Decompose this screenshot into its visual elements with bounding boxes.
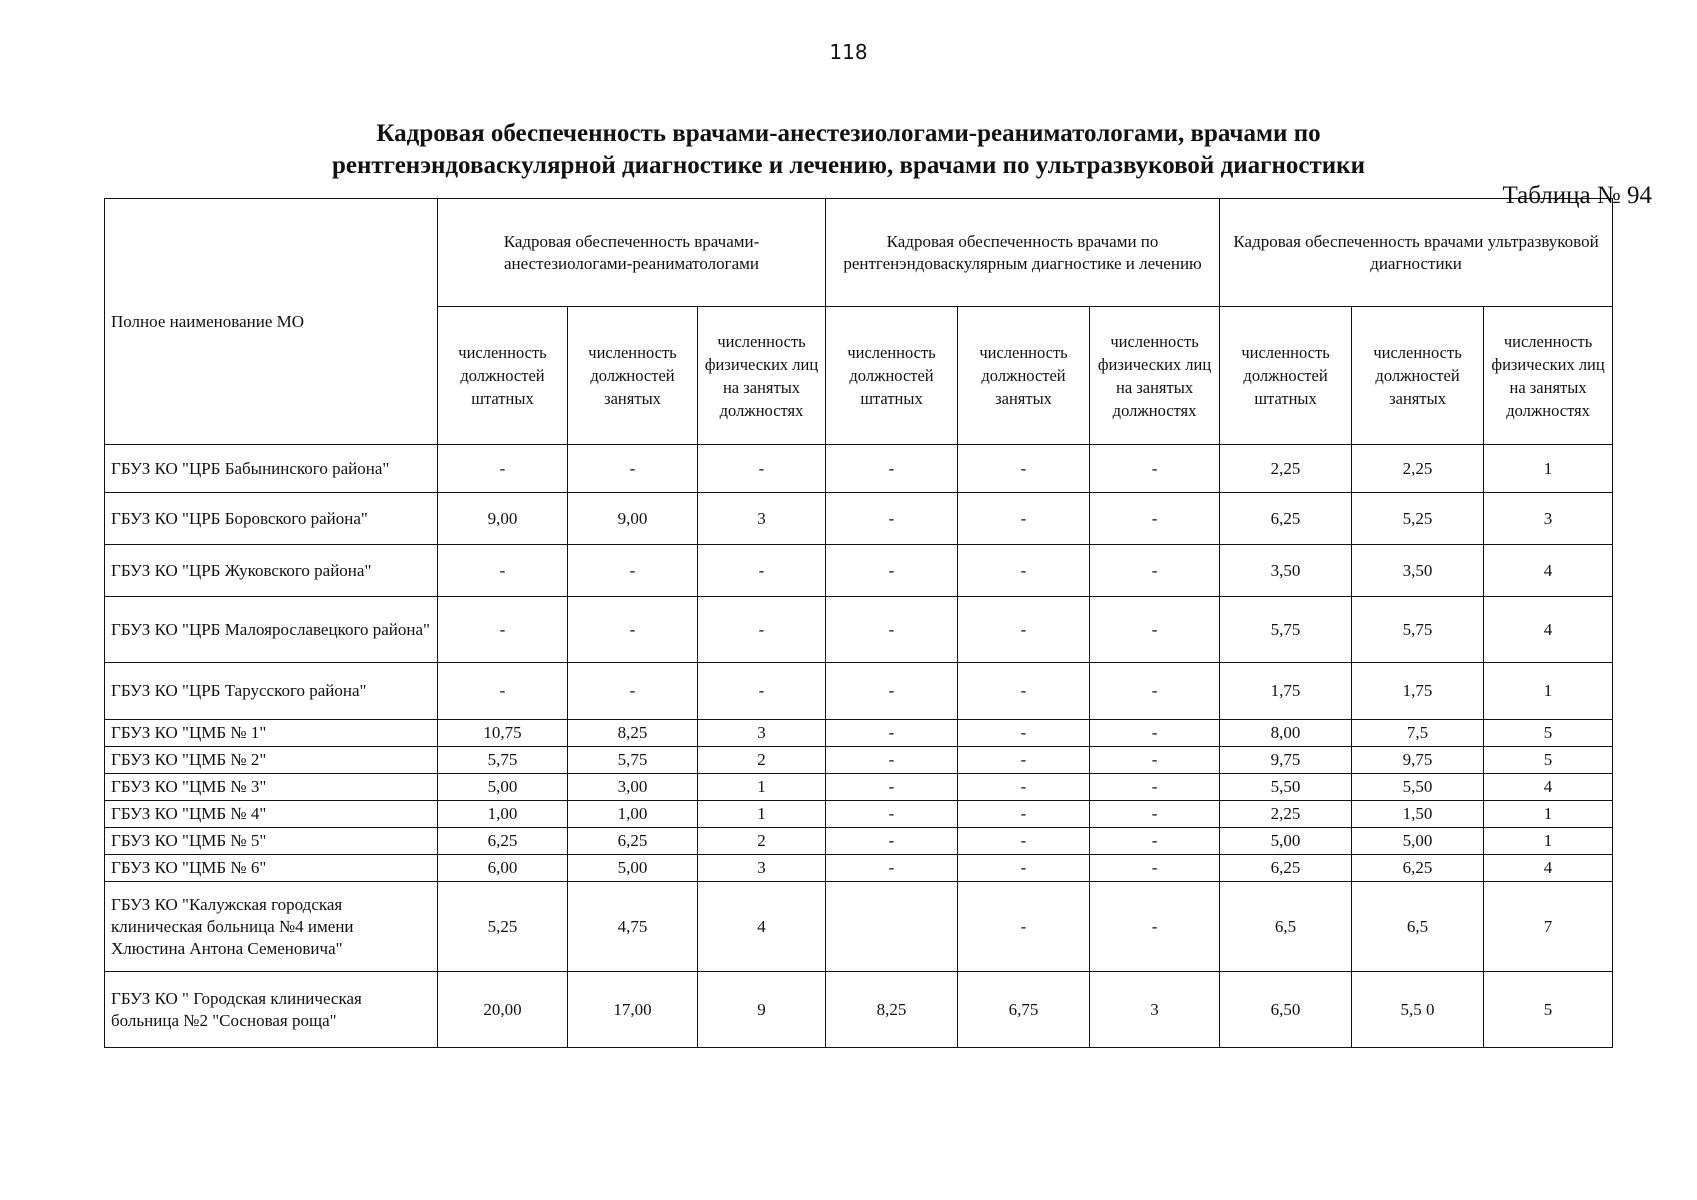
value-cell: 6,25 <box>1220 493 1352 545</box>
value-cell: - <box>826 855 958 882</box>
page-number: 118 <box>829 40 868 64</box>
value-cell: - <box>568 597 698 663</box>
value-cell: 8,00 <box>1220 720 1352 747</box>
value-cell: - <box>1090 597 1220 663</box>
value-cell: - <box>1090 801 1220 828</box>
table-row <box>105 493 1613 545</box>
value-cell: 8,25 <box>826 972 958 1048</box>
value-cell: 9,75 <box>1220 747 1352 774</box>
value-cell: - <box>958 545 1090 597</box>
value-cell: - <box>958 445 1090 493</box>
mo-name-cell: ГБУЗ КО "ЦРБ Тарусского района" <box>105 663 438 720</box>
mo-name-cell: ГБУЗ КО "ЦМБ № 5" <box>105 828 438 855</box>
subheader-cell: численность физических лиц на занятых должностях <box>1090 307 1220 445</box>
value-cell: 5 <box>1484 972 1613 1048</box>
value-cell: 4 <box>1484 774 1613 801</box>
value-cell: 3,50 <box>1352 545 1484 597</box>
value-cell: 9,00 <box>438 493 568 545</box>
value-cell: - <box>958 663 1090 720</box>
value-cell: 5,00 <box>568 855 698 882</box>
value-cell: 17,00 <box>568 972 698 1048</box>
subheader-cell: численность должностей штатных <box>826 307 958 445</box>
value-cell: - <box>1090 882 1220 972</box>
staffing-table <box>104 198 1613 1048</box>
value-cell: - <box>958 720 1090 747</box>
table-row <box>105 597 1613 663</box>
table-row <box>105 972 1613 1048</box>
value-cell: - <box>826 774 958 801</box>
value-cell: 1 <box>698 801 826 828</box>
value-cell: 5,00 <box>1220 828 1352 855</box>
value-cell <box>826 882 958 972</box>
mo-name-cell: ГБУЗ КО "ЦМБ № 1" <box>105 720 438 747</box>
value-cell: - <box>1090 445 1220 493</box>
value-cell: 3 <box>698 720 826 747</box>
value-cell: 1 <box>1484 445 1613 493</box>
table-row <box>105 445 1613 493</box>
table-row <box>105 663 1613 720</box>
mo-name-cell: ГБУЗ КО "Калужская городская клиническая больница №4 имени Хлюстина Антона Семеновича" <box>105 882 438 972</box>
value-cell: 9,00 <box>568 493 698 545</box>
value-cell: 5,25 <box>438 882 568 972</box>
value-cell: - <box>826 720 958 747</box>
value-cell: 5,25 <box>1352 493 1484 545</box>
header-group-ultrasound: Кадровая обеспеченность врачами ультразвуковой диагностики <box>1220 199 1613 307</box>
value-cell: 1 <box>1484 663 1613 720</box>
value-cell: - <box>1090 663 1220 720</box>
value-cell: 6,25 <box>568 828 698 855</box>
value-cell: - <box>958 801 1090 828</box>
value-cell: 6,50 <box>1220 972 1352 1048</box>
value-cell: - <box>958 597 1090 663</box>
value-cell: 3 <box>698 493 826 545</box>
value-cell: - <box>568 663 698 720</box>
value-cell: 5,5 0 <box>1352 972 1484 1048</box>
value-cell: - <box>958 828 1090 855</box>
value-cell: - <box>698 663 826 720</box>
table-number: Таблица № 94 <box>1502 182 1652 209</box>
value-cell: 4 <box>698 882 826 972</box>
value-cell: 1,00 <box>438 801 568 828</box>
value-cell: - <box>698 545 826 597</box>
value-cell: - <box>438 445 568 493</box>
table-row <box>105 828 1613 855</box>
value-cell: 5 <box>1484 747 1613 774</box>
value-cell: 9 <box>698 972 826 1048</box>
value-cell: - <box>568 445 698 493</box>
value-cell: - <box>826 493 958 545</box>
value-cell: - <box>698 597 826 663</box>
mo-name-cell: ГБУЗ КО "ЦМБ № 3" <box>105 774 438 801</box>
value-cell: 6,25 <box>1220 855 1352 882</box>
mo-name-cell: ГБУЗ КО "ЦРБ Бабынинского района" <box>105 445 438 493</box>
value-cell: - <box>698 445 826 493</box>
header-group-endovascular: Кадровая обеспеченность врачами по рентгенэндоваскулярным диагностике и лечению <box>826 199 1220 307</box>
value-cell: - <box>958 855 1090 882</box>
value-cell: 3 <box>1484 493 1613 545</box>
value-cell: 2 <box>698 828 826 855</box>
value-cell: 2,25 <box>1220 801 1352 828</box>
value-cell: 5 <box>1484 720 1613 747</box>
value-cell: 2,25 <box>1352 445 1484 493</box>
value-cell: 4 <box>1484 545 1613 597</box>
title-line-1: Кадровая обеспеченность врачами-анестезиологами-реаниматологами, врачами по <box>376 120 1321 147</box>
value-cell: 5,75 <box>1352 597 1484 663</box>
header-group-anesthesiology: Кадровая обеспеченность врачами-анестезиологами-реаниматологами <box>438 199 826 307</box>
table-row <box>105 545 1613 597</box>
table-row <box>105 801 1613 828</box>
value-cell: - <box>826 747 958 774</box>
value-cell: - <box>826 445 958 493</box>
value-cell: - <box>826 663 958 720</box>
value-cell: 2,25 <box>1220 445 1352 493</box>
value-cell: - <box>958 882 1090 972</box>
value-cell: 5,75 <box>568 747 698 774</box>
value-cell: - <box>438 597 568 663</box>
value-cell: 9,75 <box>1352 747 1484 774</box>
subheader-cell: численность должностей занятых <box>1352 307 1484 445</box>
header-mo-name: Полное наименование МО <box>105 199 438 445</box>
value-cell: - <box>826 597 958 663</box>
table-body <box>105 445 1613 1048</box>
value-cell: - <box>438 545 568 597</box>
mo-name-cell: ГБУЗ КО "ЦРБ Боровского района" <box>105 493 438 545</box>
value-cell: 5,75 <box>438 747 568 774</box>
value-cell: 6,00 <box>438 855 568 882</box>
value-cell: 1,00 <box>568 801 698 828</box>
table-row <box>105 774 1613 801</box>
value-cell: 7,5 <box>1352 720 1484 747</box>
table-row <box>105 720 1613 747</box>
value-cell: 3 <box>698 855 826 882</box>
value-cell: 6,25 <box>1352 855 1484 882</box>
value-cell: 5,50 <box>1220 774 1352 801</box>
value-cell: - <box>958 747 1090 774</box>
value-cell: - <box>1090 828 1220 855</box>
subheader-cell: численность должностей занятых <box>958 307 1090 445</box>
value-cell: 1 <box>1484 801 1613 828</box>
mo-name-cell: ГБУЗ КО "ЦМБ № 2" <box>105 747 438 774</box>
document-title <box>0 118 1697 182</box>
value-cell: 1,75 <box>1220 663 1352 720</box>
value-cell: 6,5 <box>1220 882 1352 972</box>
value-cell: 4 <box>1484 855 1613 882</box>
value-cell: 8,25 <box>568 720 698 747</box>
value-cell: - <box>1090 493 1220 545</box>
value-cell: 5,00 <box>438 774 568 801</box>
value-cell: 4 <box>1484 597 1613 663</box>
value-cell: 5,00 <box>1352 828 1484 855</box>
subheader-cell: численность должностей штатных <box>438 307 568 445</box>
value-cell: 5,50 <box>1352 774 1484 801</box>
table-header <box>105 199 1613 445</box>
subheader-cell: численность должностей штатных <box>1220 307 1352 445</box>
value-cell: 20,00 <box>438 972 568 1048</box>
value-cell: 6,75 <box>958 972 1090 1048</box>
value-cell: - <box>568 545 698 597</box>
value-cell: - <box>958 493 1090 545</box>
value-cell: - <box>1090 747 1220 774</box>
value-cell: 6,5 <box>1352 882 1484 972</box>
table-row <box>105 747 1613 774</box>
value-cell: 1 <box>698 774 826 801</box>
mo-name-cell: ГБУЗ КО "ЦМБ № 4" <box>105 801 438 828</box>
value-cell: 3 <box>1090 972 1220 1048</box>
value-cell: - <box>826 545 958 597</box>
title-line-2: рентгенэндоваскулярной диагностике и лечению, врачами по ультразвуковой диагностики <box>332 152 1365 179</box>
value-cell: 10,75 <box>438 720 568 747</box>
subheader-cell: численность должностей занятых <box>568 307 698 445</box>
value-cell: 3,00 <box>568 774 698 801</box>
value-cell: 4,75 <box>568 882 698 972</box>
value-cell: 2 <box>698 747 826 774</box>
value-cell: 3,50 <box>1220 545 1352 597</box>
value-cell: 7 <box>1484 882 1613 972</box>
value-cell: 1,75 <box>1352 663 1484 720</box>
value-cell: 1,50 <box>1352 801 1484 828</box>
value-cell: - <box>1090 545 1220 597</box>
subheader-cell: численность физических лиц на занятых должностях <box>698 307 826 445</box>
value-cell: 6,25 <box>438 828 568 855</box>
table-row <box>105 855 1613 882</box>
table-row <box>105 882 1613 972</box>
mo-name-cell: ГБУЗ КО "ЦРБ Жуковского района" <box>105 545 438 597</box>
mo-name-cell: ГБУЗ КО " Городская клиническая больница №2 "Сосновая роща" <box>105 972 438 1048</box>
value-cell: - <box>1090 774 1220 801</box>
value-cell: - <box>1090 855 1220 882</box>
value-cell: 1 <box>1484 828 1613 855</box>
subheader-cell: численность физических лиц на занятых должностях <box>1484 307 1613 445</box>
value-cell: - <box>958 774 1090 801</box>
mo-name-cell: ГБУЗ КО "ЦМБ № 6" <box>105 855 438 882</box>
value-cell: - <box>438 663 568 720</box>
value-cell: - <box>826 828 958 855</box>
value-cell: 5,75 <box>1220 597 1352 663</box>
mo-name-cell: ГБУЗ КО "ЦРБ Малоярославецкого района" <box>105 597 438 663</box>
value-cell: - <box>1090 720 1220 747</box>
value-cell: - <box>826 801 958 828</box>
